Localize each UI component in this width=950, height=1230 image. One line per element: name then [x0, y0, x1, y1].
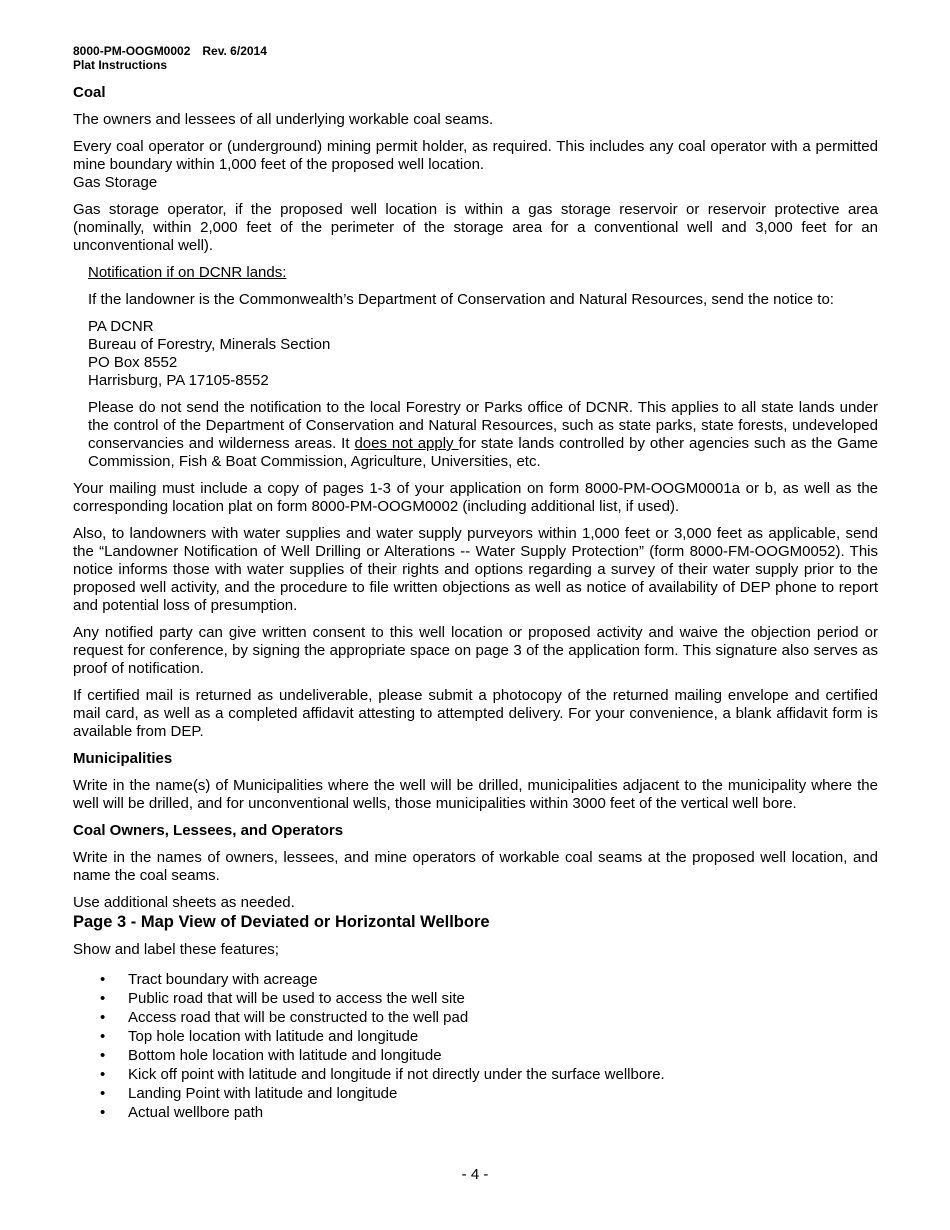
coal-paragraph-1: The owners and lessees of all underlying workable coal seams. — [73, 111, 494, 128]
mailing-paragraph: Your mailing must include a copy of pages 1-3 of your application on form 8000-PM-OOGM0001a or b, as well as the corresponding location plat on form 8000-PM-OOGM0002 (including additional list, if used). — [73, 480, 878, 515]
list-item: • Actual wellbore path — [73, 1103, 878, 1122]
address-line: Bureau of Forestry, Minerals Section — [88, 336, 331, 353]
list-item: • Tract boundary with acreage — [73, 970, 878, 989]
dcnr-section — [88, 264, 878, 471]
address-line: PA DCNR — [88, 318, 154, 335]
consent-paragraph: Any notified party can give written consent to this well location or proposed activity and waive the objection period or request for conference, by signing the appropriate space on page 3 of the application form. This signature also serves as proof of notification. — [73, 624, 878, 677]
list-item: • Top hole location with latitude and longitude — [73, 1027, 878, 1046]
municipalities-paragraph: Write in the name(s) of Municipalities where the well will be drilled, municipalities adjacent to the municipality where the well will be drilled, and for unconventional wells, those municipalities within 3000 feet of the vertical well bore. — [73, 777, 878, 812]
revision: Rev. 6/2014 — [202, 44, 267, 58]
coal-owners-heading: Coal Owners, Lessees, and Operators — [73, 822, 344, 839]
page3-intro: Show and label these features; — [73, 941, 279, 958]
page3-heading: Page 3 - Map View of Deviated or Horizontal Wellbore — [73, 913, 490, 931]
certified-mail-paragraph: If certified mail is returned as undeliverable, please submit a photocopy of the returned mailing envelope and certified mail card, as well as a completed affidavit attesting to attempted delivery. For your convenience, a blank affidavit form is available from DEP. — [73, 687, 878, 740]
coal-paragraph-2: Every coal operator or (underground) mining permit holder, as required. This includes any coal operator with a permitted mine boundary within 1,000 feet of the proposed well location. — [73, 138, 878, 173]
document-title: Plat Instructions — [73, 58, 168, 72]
dcnr-note-text: Please do not send the notification to the local Forestry or Parks office of DCNR. This applies to all state lands under the control of the Department of Conservation and Natural Resources, such as state parks, state forests, undeveloped conservancies and wilderness areas. It — [88, 399, 878, 452]
coal-heading: Coal — [73, 84, 106, 101]
gas-storage-label: Gas Storage — [73, 174, 158, 191]
list-item: • Landing Point with latitude and longitude — [73, 1084, 878, 1103]
water-supply-paragraph: Also, to landowners with water supplies and water supply purveyors within 1,000 feet or 3,000 feet as applicable, send the “Landowner Notification of Well Drilling or Alterations -- Water Supply Protection” (form 8000-FM-OOGM0052). This notice informs those with water supplies of their rights and options regarding a survey of their water supply prior to the proposed well activity, and the procedure to file written objections as well as notice of availability of DEP phone to report and potential loss of presumption. — [73, 525, 878, 614]
dcnr-note — [88, 399, 878, 471]
additional-sheets-note: Use additional sheets as needed. — [73, 894, 295, 911]
list-item: • Bottom hole location with latitude and longitude — [73, 1046, 878, 1065]
municipalities-heading: Municipalities — [73, 750, 173, 767]
dcnr-note-emphasis: does not apply — [354, 435, 459, 452]
dcnr-note-text: for state lands controlled by other agencies such as the Game Commission, Fish & Boat Commission, Agriculture, Universities, etc. — [88, 435, 878, 470]
coal-owners-paragraph: Write in the names of owners, lessees, and mine operators of workable coal seams at the proposed well location, and name the coal seams. — [73, 849, 878, 884]
address-line: PO Box 8552 — [88, 354, 178, 371]
dcnr-intro: If the landowner is the Commonwealth’s Department of Conservation and Natural Resources, send the notice to: — [88, 291, 834, 308]
features-list — [73, 970, 878, 1122]
list-item: • Kick off point with latitude and longitude if not directly under the surface wellbore. — [73, 1065, 878, 1084]
dcnr-address — [88, 318, 878, 390]
address-line: Harrisburg, PA 17105-8552 — [88, 372, 269, 389]
list-item: • Public road that will be used to access the well site — [73, 989, 878, 1008]
list-item: • Access road that will be constructed to the well pad — [73, 1008, 878, 1027]
page-number: - 4 - — [461, 1166, 489, 1183]
dcnr-heading: Notification if on DCNR lands: — [88, 264, 287, 281]
gas-storage-paragraph: Gas storage operator, if the proposed well location is within a gas storage reservoir or reservoir protective area (nominally, within 2,000 feet of the perimeter of the storage area for a conventional well and 3,000 feet for an unconventional well). — [73, 201, 878, 254]
document-page — [73, 44, 878, 1122]
document-header — [73, 44, 878, 72]
form-number: 8000-PM-OOGM0002 — [73, 44, 191, 58]
